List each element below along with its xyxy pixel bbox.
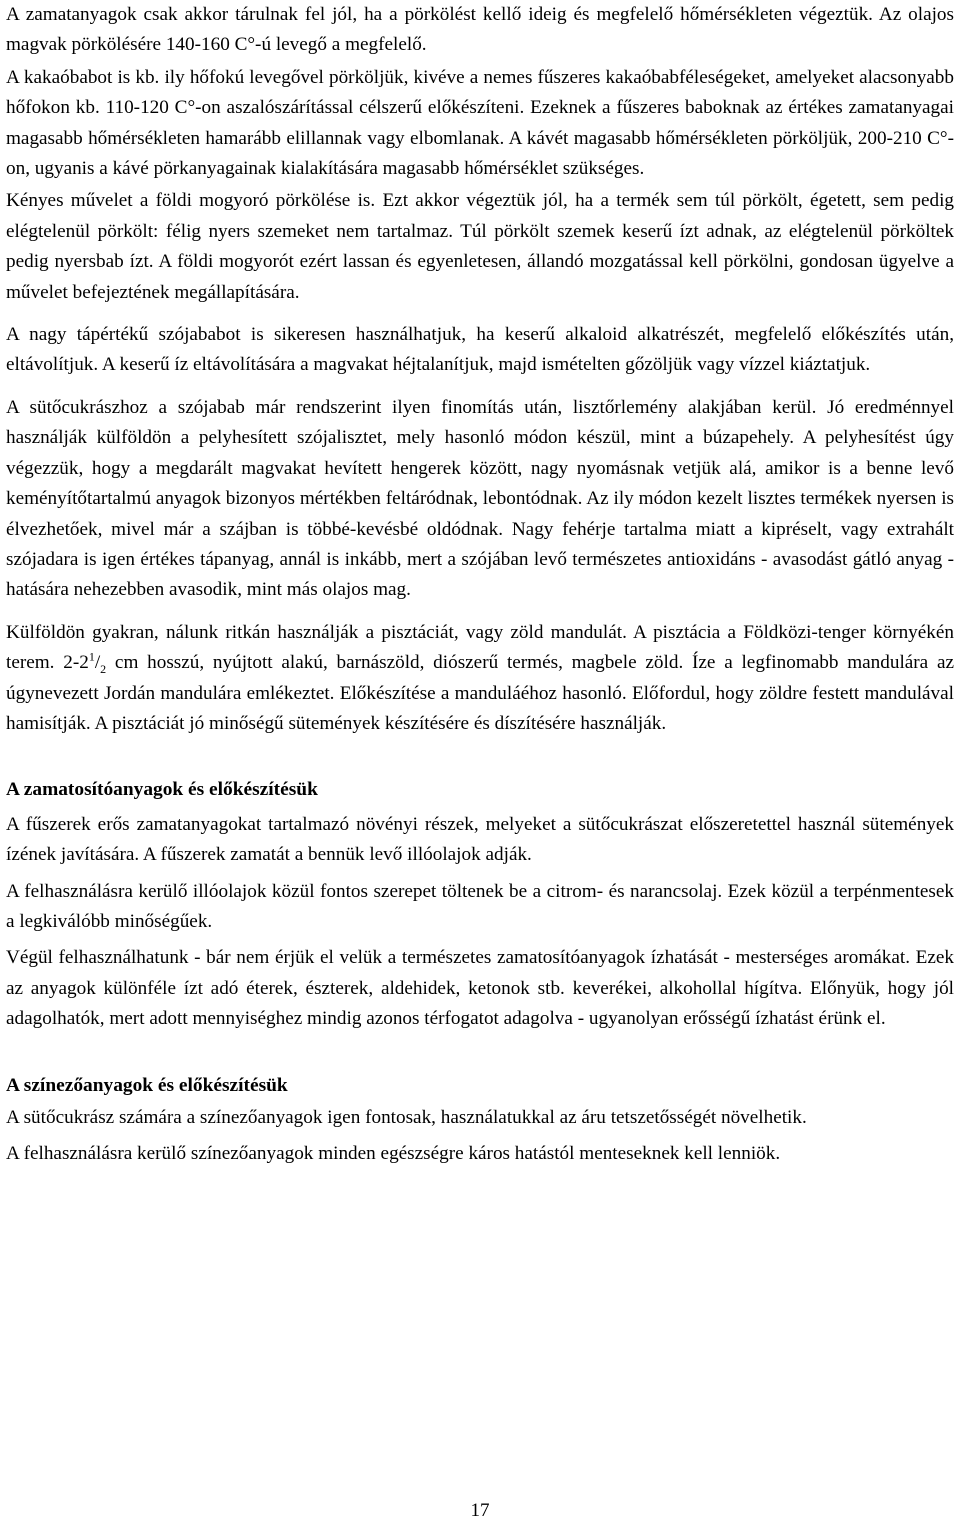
paragraph-soy-flour: A sütőcukrászhoz a szójabab már rendszerint ilyen finomítás után, lisztőrlemény alakjában kerül. Jó eredménnyel használják külföldön a pelyhesített szójalisztet, mely hasonló módon készül, mint a búzapehely. A pelyhesítést úgy végezzük, hogy a megdarált magvakat hevített hengerek között, nagy nyomásnak vetjük alá, amikor is a benne levő keményítőtartalmú anyagok bizonyos mértékben feltáródnak, lebontódnak. Az ily módon kezelt lisztes termékek nyersen is élvezhetőek, mivel már a szájban is többé-kevésbé oldódnak. Nagy fehérje tartalma miatt a kipréselt, vagy extrahált szójadara is igen értékes tápanyag, annál is inkább, mert a szójában levő természetes antioxidáns - avasodást gátló anyag - hatására nehezebben avasodik, mint más olajos mag. bbox=[6, 396, 954, 601]
paragraph-artificial-aromas: Végül felhasználhatunk - bár nem érjük el velük a természetes zamatosítóanyagok ízhatását - mesterséges aromákat. Ezek az anyagok különféle ízt adó éterek, észterek, aldehidek, ketonok stb. keverékei, alkohollal hígítva. Előnyük, hogy jól adagolhatók, mert adott mennyiséghez mindig azonos térfogatot adagolva - ugyanolyan erősségű ízhatást érünk el. bbox=[6, 947, 954, 1030]
paragraph-pistachio bbox=[6, 618, 954, 740]
paragraph-roasting-intro: A zamatanyagok csak akkor tárulnak fel jól, ha a pörkölést kellő ideig és megfelelő hőmérsékleten végeztük. Az olajos magvak pörkölésére 140-160 C°-ú levegő a megfelelő. bbox=[6, 4, 954, 56]
paragraph-peanut: Kényes művelet a földi mogyoró pörkölése is. Ezt akkor végeztük jól, ha a termék sem túl pörkölt, égetett, sem pedig elégtelenül pörkölt: félig nyers szemeket nem tartalmaz. Túl pörkölt szemek keserű ízt adnak, az elégtelenül pörköltek pedig nyersbab ízt. A földi mogyorót ezért lassan és egyenletesen, állandó mozgatással kell pörkölni, gondosan ügyelve a művelet befejeztének megállapítására. bbox=[6, 190, 954, 303]
document-page bbox=[6, 0, 954, 1170]
paragraph-cocoa-coffee: A kakaóbabot is kb. ily hőfokú levegővel pörköljük, kivéve a nemes fűszeres kakaóbabféleségeket, amelyeket alacsonyabb hőfokon kb. 110-120 C°-on aszalószárítással célszerű előkészíteni. Ezeknek a fűszeres baboknak az értékes zamatanyagai magasabb hőmérsékleten hamarább elillannak vagy elbomlanak. A kávét magasabb hőmérsékleten pörköljük, 200-210 C°-on, ugyanis a kávé pörkanyagainak kialakítására magasabb hőmérséklet szükséges. bbox=[6, 66, 954, 180]
section-heading-flavorings: A zamatosítóanyagok és előkészítésük bbox=[6, 779, 318, 801]
fraction-numerator: 1 bbox=[88, 649, 95, 664]
paragraph-spices: A fűszerek erős zamatanyagokat tartalmazó növényi részek, melyeket a sütőcukrászat előszeretettel használ sütemények ízének javítására. A fűszerek zamatát a bennük levő illóolajok adják. bbox=[6, 813, 954, 866]
paragraph-soybean: A nagy tápértékű szójababot is sikeresen használhatjuk, ha keserű alkaloid alkatrészét, megfelelő előkészítés után, eltávolítjuk. A keserű íz eltávolítására a magvakat héjtalanítjuk, majd ismételten gőzöljük vagy vízzel kiáztatjuk. bbox=[6, 324, 954, 376]
pistachio-text-start: Külföldön gyakran, nálunk ritkán használják a pisztáciát, vagy zöld mandulát. A pisztácia a Földközi-tenger környékén terem. 2-2 bbox=[6, 621, 954, 674]
paragraph-essential-oils: A felhasználásra kerülő illóolajok közül fontos szerepet töltenek be a citrom- és narancsolaj. Ezek közül a terpénmentesek a legkiválóbb minőségűek. bbox=[6, 880, 954, 932]
section-heading-colorants: A színezőanyagok és előkészítésük bbox=[6, 1074, 288, 1096]
fraction-denominator: 2 bbox=[100, 661, 107, 676]
page-number: 17 bbox=[470, 1500, 490, 1521]
fraction-slash: / bbox=[94, 652, 101, 674]
pistachio-text-end: cm hosszú, nyújtott alakú, barnászöld, diószerű termés, magbele zöld. Íze a legfinomabb mandulára az úgynevezett Jordán mandulára emlékeztet. Előkészítése a manduláéhoz hasonló. Előfordul, hogy zöldre festett mandulával hamisítják. A pisztáciát jó minőségű sütemények készítésére és díszítésére használják. bbox=[6, 652, 954, 734]
paragraph-colorants-importance: A sütőcukrász számára a színezőanyagok igen fontosak, használatukkal az áru tetszetősségét növelhetik. bbox=[6, 1107, 807, 1128]
paragraph-colorants-safety: A felhasználásra kerülő színezőanyagok minden egészségre káros hatástól menteseknek kell lenniök. bbox=[6, 1143, 781, 1165]
